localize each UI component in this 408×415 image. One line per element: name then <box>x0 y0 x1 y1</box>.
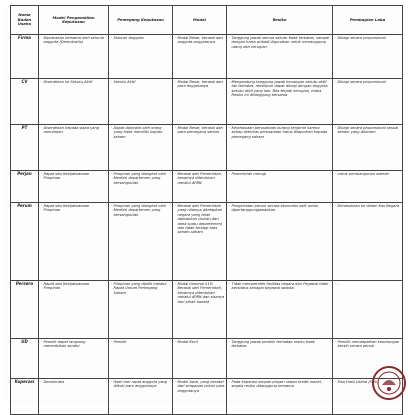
list-item: · Modal minimal 51% Berasal dari Pemerintah, besarnya ditentukan melalui APBN dan sisanya dari pihak swasta <box>175 282 225 304</box>
list-item: · Model Awal, yang berasal dari simpanan pokok para anggotanya <box>175 380 225 393</box>
list-item: · Dimasukkan ke dalam Kas Negara <box>335 204 401 208</box>
bullet-list <box>335 36 401 40</box>
cell-model <box>39 171 109 203</box>
cell-laba <box>333 171 403 203</box>
cell-model <box>39 35 109 79</box>
bullet-list <box>335 80 401 84</box>
list-item: · Berasal dari Pemerintah, besarnya ditentukan melalui APBN <box>175 172 225 185</box>
badan-usaha-name: CV <box>11 79 39 125</box>
cell-model <box>39 379 109 415</box>
bullet-list <box>335 204 401 208</box>
document-page <box>3 3 405 405</box>
list-item: · Pada Koperasi simpan pinjam rawan kredit macet, segala resiko ditanggung bersama <box>229 380 331 389</box>
table-row <box>11 203 403 281</box>
cell-laba <box>333 35 403 79</box>
bullet-list <box>111 282 171 295</box>
list-item: · Tanggung jawab pemilik terhadap resiko tidak terbatas <box>229 340 331 349</box>
list-item: · Tidak memperoleh fasilitas negara dan Pegawai tidak berstatus sebagai pegawai swasta. <box>229 282 331 291</box>
list-item: · Pengelolaan perum secara ekonomis sulit untuk dipertanggungjawabkan. <box>229 204 331 213</box>
bullet-list <box>229 282 331 291</box>
list-item: · Modal Kecil <box>175 340 225 344</box>
cell-pemegang <box>109 281 173 339</box>
cell-modal <box>173 35 227 79</box>
list-item: · Seluruh Anggota <box>111 36 171 40</box>
cell-model <box>39 203 109 281</box>
list-item: · Mengandung tanggung jawab keuangan sekutu aktif tak terbatas, meskipun dapat dibagi dengan anggota sekutu aktif yang lain. Bila terjadi kerugian, maka Resiko ini ditanggung bersama <box>229 80 331 98</box>
cell-pemegang <box>109 125 173 171</box>
list-item: · Dibagi secara proporsional <box>335 36 401 40</box>
list-item: · Dibagi secara proporsional <box>335 80 401 84</box>
list-item: · Berasal dari Pemerintah yang nilainya ditetapkan negara yang telah dipisahkan (bukan dari dana suatu departemen) dan tidak terbagi atas saham-saham <box>175 204 225 235</box>
table-row <box>11 339 403 379</box>
business-comparison-table <box>10 5 403 415</box>
bullet-list <box>41 204 107 213</box>
bullet-list <box>335 340 401 349</box>
list-item: · Diserahkan kepada siapa yang memimpin <box>41 126 107 135</box>
bullet-list <box>229 204 331 213</box>
bullet-list <box>335 126 401 135</box>
table-row <box>11 35 403 79</box>
badan-usaha-name: Perjan <box>11 171 39 203</box>
cell-modal <box>173 171 227 203</box>
table-row <box>11 171 403 203</box>
bullet-list <box>175 80 225 89</box>
bullet-list <box>41 36 107 45</box>
list-item: · Modal Besar, berasal dari para anggotanya <box>175 80 225 89</box>
bullet-list <box>229 126 331 139</box>
cell-resiko <box>227 125 333 171</box>
cell-modal <box>173 203 227 281</box>
bullet-list <box>229 172 331 176</box>
bullet-list <box>41 80 107 84</box>
bullet-list <box>41 282 107 291</box>
bullet-list <box>175 126 225 135</box>
bullet-list <box>41 126 107 135</box>
cell-laba <box>333 125 403 171</box>
cell-pemegang <box>109 339 173 379</box>
cell-pemegang <box>109 35 173 79</box>
table-row <box>11 79 403 125</box>
list-item: · Tanggung jawab semua sekutu tidak terbatas, sampai dengan harta pribadi digunakan untuk menanggung utang dan kerugian <box>229 36 331 49</box>
badan-usaha-name: PT <box>11 125 39 171</box>
table-row <box>11 379 403 415</box>
bullet-list <box>41 172 107 181</box>
bullet-list <box>111 172 171 185</box>
list-item: · Modal Besar, berasal dari para pemegang saham <box>175 126 225 135</box>
bullet-list <box>229 36 331 49</box>
cell-modal <box>173 79 227 125</box>
list-item: · Pimpinan yang dipilih melalui Rapat Umum Pemegang Saham <box>111 282 171 295</box>
list-item: · Sekutu Aktif <box>111 80 171 84</box>
list-item: · Pimpinan yang diangkat oleh Menteri departemen yang bersangkutan <box>111 172 171 185</box>
list-item: · Modal Besar, berasal dari anggota-anggotanya <box>175 36 225 45</box>
cell-pemegang <box>109 79 173 125</box>
list-item: · Pemilik <box>111 340 171 344</box>
header-badan-usaha: Nama Badan Usaha <box>11 6 39 35</box>
bullet-list <box>111 80 171 84</box>
list-item: · Pemerintah merugi <box>229 172 331 176</box>
cell-model <box>39 339 109 379</box>
header-modal: Modal <box>173 6 227 35</box>
list-item: · Demokratis <box>41 380 107 384</box>
bullet-list <box>175 172 225 185</box>
bullet-list <box>175 36 225 45</box>
cell-modal <box>173 281 227 339</box>
badan-usaha-name: Koperasi <box>11 379 39 415</box>
table-header-row <box>11 6 403 35</box>
bullet-list <box>229 380 331 389</box>
list-item: · Rapat dan Kebijaksanaan Pimpinan <box>41 282 107 291</box>
list-item: · Rapat dan Kebijaksanaan Pimpinan <box>41 172 107 181</box>
header-pemegang: Pemegang Keputusan <box>109 6 173 35</box>
cell-pemegang <box>109 203 173 281</box>
cell-modal <box>173 339 227 379</box>
list-item: · Rapat dan Kebijaksanaan Pimpinan <box>41 204 107 213</box>
cell-resiko <box>227 379 333 415</box>
bullet-list <box>41 340 107 349</box>
header-laba: Pembagian Laba <box>333 6 403 35</box>
list-item: · Hasil dari rapat anggota yang diikuti para anggotanya. <box>111 380 171 389</box>
cell-laba <box>333 203 403 281</box>
list-item: · Sisa Hasil Usaha (SHU) <box>335 380 401 384</box>
cell-resiko <box>227 35 333 79</box>
bullet-list <box>335 172 401 176</box>
cell-resiko <box>227 171 333 203</box>
cell-pemegang <box>109 379 173 415</box>
cell-resiko <box>227 203 333 281</box>
bullet-list <box>229 340 331 349</box>
table-row <box>11 281 403 339</box>
cell-laba <box>333 79 403 125</box>
list-item: · Diputuskan bersama oleh seluruh anggota (Demokratis) <box>41 36 107 45</box>
list-item: · - <box>335 282 401 286</box>
bullet-list <box>111 204 171 217</box>
cell-resiko <box>227 339 333 379</box>
list-item: · Pemilik mendapatkan keuntungan bersih secara penuh <box>335 340 401 349</box>
list-item: · Dibagi secara proporsional sesuai saham yang ditanam <box>335 126 401 135</box>
bullet-list <box>175 204 225 235</box>
cell-model <box>39 281 109 339</box>
cell-modal <box>173 379 227 415</box>
bullet-list <box>111 126 171 139</box>
list-item: · Pimpinan yang diangkat oleh Menteri departemen yang bersangkutan <box>111 204 171 217</box>
seal-stamp-icon <box>371 365 407 401</box>
badan-usaha-name: Perum <box>11 203 39 281</box>
cell-pemegang <box>109 171 173 203</box>
list-item: · Kerahasiaan perusahaan kurang terjamin karena setiap aktivitas perusahaan harus dilaporkan kepada pemegang saham <box>229 126 331 139</box>
bullet-list <box>175 282 225 304</box>
list-item: · Diserahkan ke Sekutu Aktif <box>41 80 107 84</box>
cell-laba <box>333 281 403 339</box>
bullet-list <box>175 380 225 393</box>
bullet-list <box>229 80 331 98</box>
list-item: · Dapat dipimpin oleh orang yang tidak memiliki bagian saham <box>111 126 171 139</box>
header-resiko: Resiko <box>227 6 333 35</box>
bullet-list <box>175 340 225 344</box>
cell-model <box>39 125 109 171</box>
badan-usaha-name: Firma <box>11 35 39 79</box>
table-row <box>11 125 403 171</box>
badan-usaha-name: Persero <box>11 281 39 339</box>
list-item: · Pemilik dapat langsung menentukan sendiri. <box>41 340 107 349</box>
header-model: Model Pengambilan Keputusan <box>39 6 109 35</box>
cell-resiko <box>227 79 333 125</box>
cell-modal <box>173 125 227 171</box>
bullet-list <box>111 380 171 389</box>
list-item: · untuk pembangunan daerah <box>335 172 401 176</box>
badan-usaha-name: UD <box>11 339 39 379</box>
cell-model <box>39 79 109 125</box>
bullet-list <box>111 36 171 40</box>
bullet-list <box>111 340 171 344</box>
bullet-list <box>41 380 107 384</box>
cell-resiko <box>227 281 333 339</box>
bullet-list <box>335 282 401 286</box>
